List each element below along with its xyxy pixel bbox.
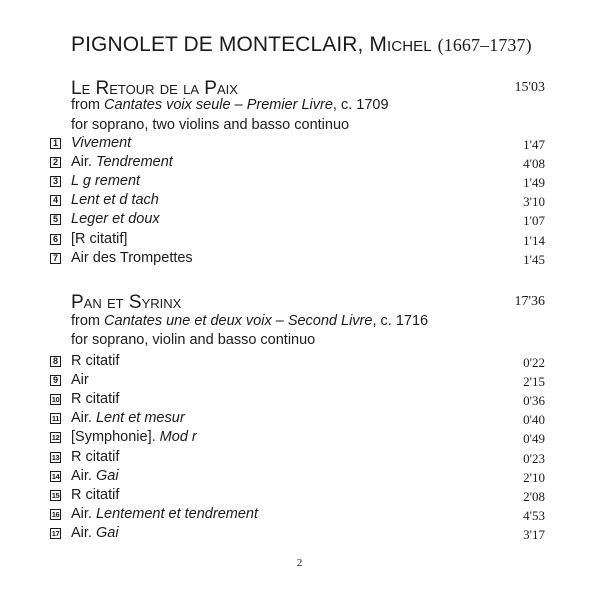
work-duration: 15'03 [514, 80, 545, 95]
track-number-box: 2 [50, 157, 61, 168]
track-duration: 2'15 [523, 374, 545, 390]
track-title-italic: Lentement et tendrement [95, 505, 259, 522]
track-title [71, 410, 185, 426]
track-number-box: 11 [51, 414, 60, 424]
track-number-box: 14 [51, 471, 60, 481]
page-number: 2 [296, 557, 303, 569]
track-duration: 1'45 [523, 251, 545, 267]
track-title [71, 506, 258, 522]
track-duration: 4'53 [523, 507, 545, 523]
track-title-italic: L g rement [71, 173, 141, 190]
track-title [71, 372, 89, 388]
track-title [71, 391, 119, 407]
track-number-box: 15 [51, 490, 60, 500]
track-title-plain: Air. [71, 505, 96, 522]
track-number-box: 6 [50, 234, 61, 245]
work-source-title: Cantates une et deux voix – Second Livre [104, 313, 373, 329]
track-title-plain: [Symphonie]. [71, 429, 160, 446]
work-source: from Cantates voix seule – Premier Livre, c. 1709 [71, 97, 389, 113]
track-title [71, 449, 119, 465]
track-number-box: 13 [51, 452, 60, 462]
track-title [71, 135, 131, 151]
track-duration: 3'10 [523, 194, 545, 210]
track-title [71, 429, 197, 445]
track-title [71, 231, 127, 247]
track-title-italic: Mod r [159, 429, 197, 446]
track-title-plain: Air des Trompettes [71, 249, 193, 266]
track-title-plain: R citatif [71, 391, 120, 408]
work-scoring: for soprano, violin and basso continuo [71, 332, 316, 348]
track-row [0, 468, 599, 487]
track-title-plain: R citatif [71, 448, 120, 465]
track-row [0, 410, 599, 429]
track-duration: 0'49 [523, 431, 545, 447]
track-row [0, 211, 599, 230]
track-row [0, 231, 599, 250]
track-title [71, 468, 119, 484]
track-duration: 3'17 [523, 526, 545, 542]
work-scoring: for soprano, two violins and basso continuo [71, 117, 350, 133]
track-number-box: 17 [51, 528, 60, 538]
composer-heading [71, 33, 532, 57]
composer-dates: (1667–1737) [437, 35, 532, 55]
work-source-title: Cantates voix seule – Premier Livre [104, 97, 333, 113]
track-duration: 1'14 [523, 232, 545, 248]
track-title [71, 192, 159, 208]
track-title-plain: Air. [71, 467, 96, 484]
track-title [71, 211, 160, 227]
track-row [0, 173, 599, 192]
track-title [71, 525, 119, 541]
work-title: Pan et Syrinx [71, 292, 182, 313]
track-row [0, 391, 599, 410]
track-title [71, 487, 119, 503]
track-title [71, 250, 193, 266]
track-title [71, 154, 173, 170]
track-title-plain: [R citatif] [71, 230, 128, 247]
track-title-italic: Lent et d tach [71, 192, 159, 209]
work-source: from Cantates une et deux voix – Second Livre, c. 1716 [71, 313, 429, 329]
track-title-italic: Tendrement [95, 154, 173, 171]
track-title-italic: Leger et doux [71, 211, 160, 228]
track-row [0, 250, 599, 269]
track-duration: 0'36 [523, 393, 545, 409]
track-number-box: 9 [50, 375, 61, 386]
track-duration: 0'22 [523, 355, 545, 370]
work-section [0, 292, 599, 542]
track-title-plain: R citatif [71, 486, 120, 503]
track-duration: 2'10 [523, 469, 545, 485]
track-duration: 1'49 [523, 175, 545, 191]
track-duration: 1'47 [523, 137, 545, 152]
composer-surname: PIGNOLET DE MONTECLAIR, [71, 33, 364, 56]
track-duration: 2'08 [523, 488, 545, 504]
composer-first-name: Michel [369, 33, 432, 56]
track-row [0, 487, 599, 506]
track-row [0, 154, 599, 173]
track-title [71, 173, 140, 189]
track-title-plain: Air. [71, 154, 96, 171]
track-row [0, 192, 599, 211]
track-duration: 0'23 [523, 450, 545, 466]
work-title: Le Retour de la Paix [71, 78, 238, 99]
track-number-box: 12 [51, 433, 60, 443]
track-title-plain: R citatif [71, 353, 120, 369]
track-title-plain: Air [71, 372, 89, 389]
track-title-italic: Lent et mesur [95, 410, 185, 427]
track-number-box: 1 [50, 138, 61, 149]
track-row [0, 449, 599, 468]
track-title-plain: Air. [71, 410, 96, 427]
track-row [0, 525, 599, 544]
track-number-box: 4 [50, 195, 61, 206]
track-title-italic: Gai [95, 524, 119, 541]
track-duration: 4'08 [523, 156, 545, 172]
track-number-box: 7 [50, 253, 61, 264]
track-title [71, 353, 119, 369]
work-duration: 17'36 [514, 294, 545, 309]
track-number-box: 8 [50, 356, 61, 367]
track-row [0, 506, 599, 525]
work-section [0, 78, 599, 267]
track-row [0, 429, 599, 448]
track-title-plain: Air. [71, 524, 96, 541]
track-row [0, 353, 599, 372]
track-number-box: 5 [50, 214, 61, 225]
track-duration: 0'40 [523, 412, 545, 428]
track-title-italic: Gai [95, 467, 119, 484]
track-row [0, 372, 599, 391]
track-number-box: 16 [51, 509, 60, 519]
track-row [0, 135, 599, 154]
track-title-italic: Vivement [71, 135, 132, 151]
track-number-box: 10 [51, 395, 60, 405]
track-number-box: 3 [50, 176, 61, 187]
track-duration: 1'07 [523, 213, 545, 229]
